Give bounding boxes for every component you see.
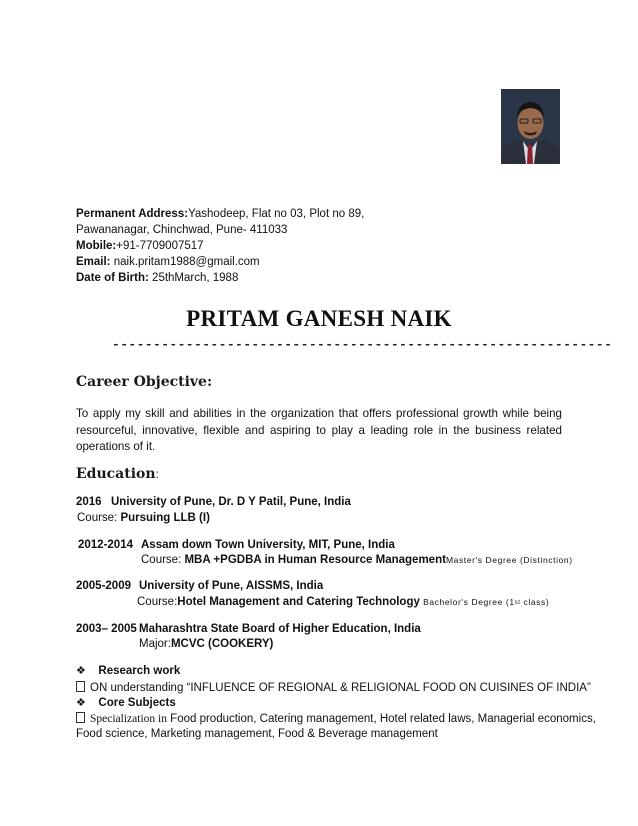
career-objective-text: To apply my skill and abilities in the organization that offers professional growth while being resourceful, innovative, flexible and aspiring to play a leading role in the business related operations of it.: [76, 407, 562, 453]
email-line: [76, 254, 436, 270]
education-entry: [76, 495, 351, 511]
degree-note-sup: st: [514, 600, 521, 606]
research-heading-line: [76, 664, 180, 679]
education-year: 2005-2009: [76, 580, 131, 592]
course-prefix: Course:: [141, 554, 185, 566]
research-heading: Research work: [98, 665, 181, 677]
core-text-line-2: Food science, Marketing management, Food & Beverage management: [76, 728, 438, 740]
address-line: [76, 206, 436, 222]
dob-line: [76, 270, 436, 286]
email-value: naik.pritam1988@gmail.com: [113, 256, 260, 268]
education-entry: [76, 579, 323, 595]
dob-value: 25thMarch, 1988: [152, 272, 239, 284]
mobile-line: [76, 238, 436, 254]
address-label: Permanent Address:: [76, 208, 189, 220]
research-text: ON understanding “INFLUENCE OF REGIONAL & RELIGIONAL FOOD ON CUISINES OF INDIA”: [90, 682, 591, 694]
course-name: Pursuing LLB (I): [120, 512, 210, 524]
course-name: Hotel Management and Catering Technology: [177, 596, 420, 608]
core-lead: Specialization in: [90, 713, 167, 725]
email-label: Email:: [76, 256, 111, 268]
degree-note-a: Bachelor's Degree (1: [423, 597, 515, 607]
education-year: 2012-2014: [78, 539, 133, 551]
course-prefix: Major:: [139, 638, 171, 650]
education-year: 2003– 2005: [76, 623, 137, 635]
education-heading: [76, 466, 159, 482]
mobile-label: Mobile:: [76, 240, 117, 252]
education-entry: [76, 622, 421, 638]
course-name: MBA +PGDBA in Human Resource Management: [184, 554, 446, 566]
education-year: 2016: [76, 496, 102, 508]
course-prefix: Course:: [77, 512, 121, 524]
education-entry: [78, 538, 395, 554]
education-institution: Maharashtra State Board of Higher Education, India: [139, 623, 421, 635]
education-course-line: [77, 511, 210, 527]
degree-note: [423, 597, 549, 607]
contact-block: [76, 206, 436, 286]
core-text: Food production, Catering management, Hotel related laws, Managerial economics,: [166, 713, 596, 725]
profile-photo: [501, 89, 560, 164]
diamond-bullet-icon: ❖: [76, 697, 86, 709]
career-objective-heading: Career Objective:: [76, 374, 213, 390]
education-course-line: [139, 637, 273, 653]
address-line-2: Pawananagar, Chinchwad, Pune- 411033: [76, 224, 288, 236]
education-course-line: [141, 553, 573, 569]
education-course-line: [137, 595, 549, 612]
degree-note-b: class): [520, 597, 550, 607]
dob-label: Date of Birth:: [76, 272, 149, 284]
education-institution: University of Pune, AISSMS, India: [139, 580, 324, 592]
research-text-line: [76, 681, 591, 696]
core-text-line: [76, 712, 596, 727]
education-heading-text: Education: [76, 466, 156, 482]
mobile-value: +91-7709007517: [116, 240, 204, 252]
profile-photo-image: [501, 89, 560, 164]
education-institution: University of Pune, Dr. D Y Patil, Pune, India: [111, 496, 351, 508]
course-name: MCVC (COOKERY): [170, 638, 274, 650]
checkbox-bullet-icon: [76, 712, 85, 723]
diamond-bullet-icon: ❖: [76, 665, 86, 677]
name-divider: -------------------------------------------------------------: [112, 337, 613, 352]
degree-note: Master's Degree (Distinction): [445, 555, 573, 565]
candidate-name: PRITAM GANESH NAIK: [186, 306, 452, 331]
course-prefix: Course:: [137, 596, 178, 608]
address-value: Yashodeep, Flat no 03, Plot no 89,: [188, 208, 365, 220]
core-heading: Core Subjects: [98, 697, 176, 709]
core-heading-line: [76, 696, 176, 711]
education-institution: Assam down Town University, MIT, Pune, India: [141, 539, 395, 551]
checkbox-bullet-icon: [76, 681, 85, 692]
education-heading-colon: :: [155, 467, 159, 481]
